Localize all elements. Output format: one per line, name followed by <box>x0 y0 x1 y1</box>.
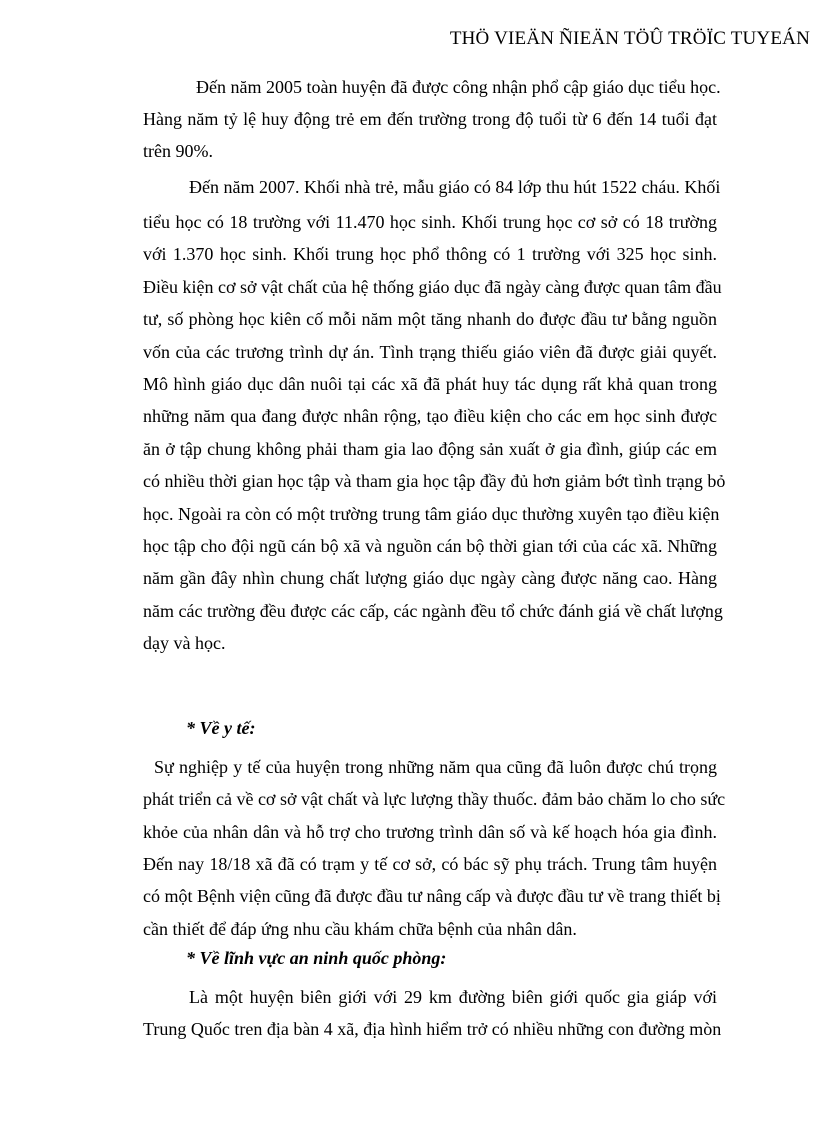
paragraph-line: Đến năm 2007. Khối nhà trẻ, mẫu giáo có 84 lớp thu hút 1522 cháu. Khối <box>189 177 721 197</box>
paragraph-line: Đến nay 18/18 xã đã có trạm y tế cơ sở, có bác sỹ phụ trách. Trung tâm huyện <box>143 854 717 874</box>
paragraph-line: Sự nghiệp y tế của huyện trong những năm qua cũng đã luôn được chú trọng <box>154 757 717 777</box>
paragraph-line: Đến năm 2005 toàn huyện đã được công nhận phổ cập giáo dục tiểu học. <box>196 77 721 97</box>
paragraph-line: những năm qua đang được nhân rộng, tạo điều kiện cho các em học sinh được <box>143 406 717 426</box>
paragraph-line: năm các trường đều được các cấp, các ngành đều tổ chức đánh giá về chất lượng <box>143 601 723 621</box>
paragraph-line: vốn của các trương trình dự án. Tình trạng thiếu giáo viên đã được giải quyết. <box>143 342 717 362</box>
paragraph-line: năm gần đây nhìn chung chất lượng giáo dục ngày càng được năng cao. Hàng <box>143 568 717 588</box>
paragraph-line: cần thiết để đáp ứng nhu cầu khám chữa bệnh của nhân dân. <box>143 919 577 939</box>
paragraph-line: Mô hình giáo dục dân nuôi tại các xã đã phát huy tác dụng rất khả quan trong <box>143 374 717 394</box>
paragraph-line: khỏe của nhân dân và hỗ trợ cho trương trình dân số và kế hoạch hóa gia đình. <box>143 822 717 842</box>
paragraph-line: có một Bệnh viện cũng đã được đầu tư nâng cấp và được đầu tư về trang thiết bị <box>143 886 721 906</box>
paragraph-line: học tập cho đội ngũ cán bộ xã và nguồn cán bộ thời gian tới của các xã. Những <box>143 536 717 556</box>
paragraph-line: có nhiều thời gian học tập và tham gia học tập đầy đủ hơn giảm bớt tình trạng bỏ <box>143 471 726 491</box>
paragraph-line: trên 90%. <box>143 141 213 161</box>
section-heading-security: * Về lĩnh vực an ninh quốc phòng: <box>186 948 447 968</box>
paragraph-line: Là một huyện biên giới với 29 km đường biên giới quốc gia giáp với <box>189 987 717 1007</box>
paragraph-line: Điều kiện cơ sở vật chất của hệ thống giáo dục đã ngày càng được quan tâm đầu <box>143 277 722 297</box>
paragraph-line: phát triển cả về cơ sở vật chất và lực lượng thầy thuốc. đảm bảo chăm lo cho sức <box>143 789 726 809</box>
page-header-title: THÖ VIEÄN ÑIEÄN TÖÛ TRÖÏC TUYEÁN <box>449 28 810 49</box>
paragraph-line: ăn ở tập chung không phải tham gia lao động sản xuất ở gia đình, giúp các em <box>143 439 717 459</box>
section-heading-health: * Về y tế: <box>186 718 256 738</box>
paragraph-line: dạy và học. <box>143 633 226 653</box>
paragraph-line: với 1.370 học sinh. Khối trung học phổ thông có 1 trường với 325 học sinh. <box>143 244 717 264</box>
paragraph-line: học. Ngoài ra còn có một trường trung tâm giáo dục thường xuyên tạo điều kiện <box>143 504 720 524</box>
paragraph-line: Hàng năm tỷ lệ huy động trẻ em đến trường trong độ tuổi từ 6 đến 14 tuổi đạt <box>143 109 717 129</box>
paragraph-line: tiểu học có 18 trường với 11.470 học sinh. Khối trung học cơ sở có 18 trường <box>143 212 717 232</box>
paragraph-line: Trung Quốc tren địa bàn 4 xã, địa hình hiểm trở có nhiều những con đường mòn <box>143 1019 722 1039</box>
paragraph-line: tư, số phòng học kiên cố mỗi năm một tăng nhanh do được đầu tư bằng nguồn <box>143 309 717 329</box>
